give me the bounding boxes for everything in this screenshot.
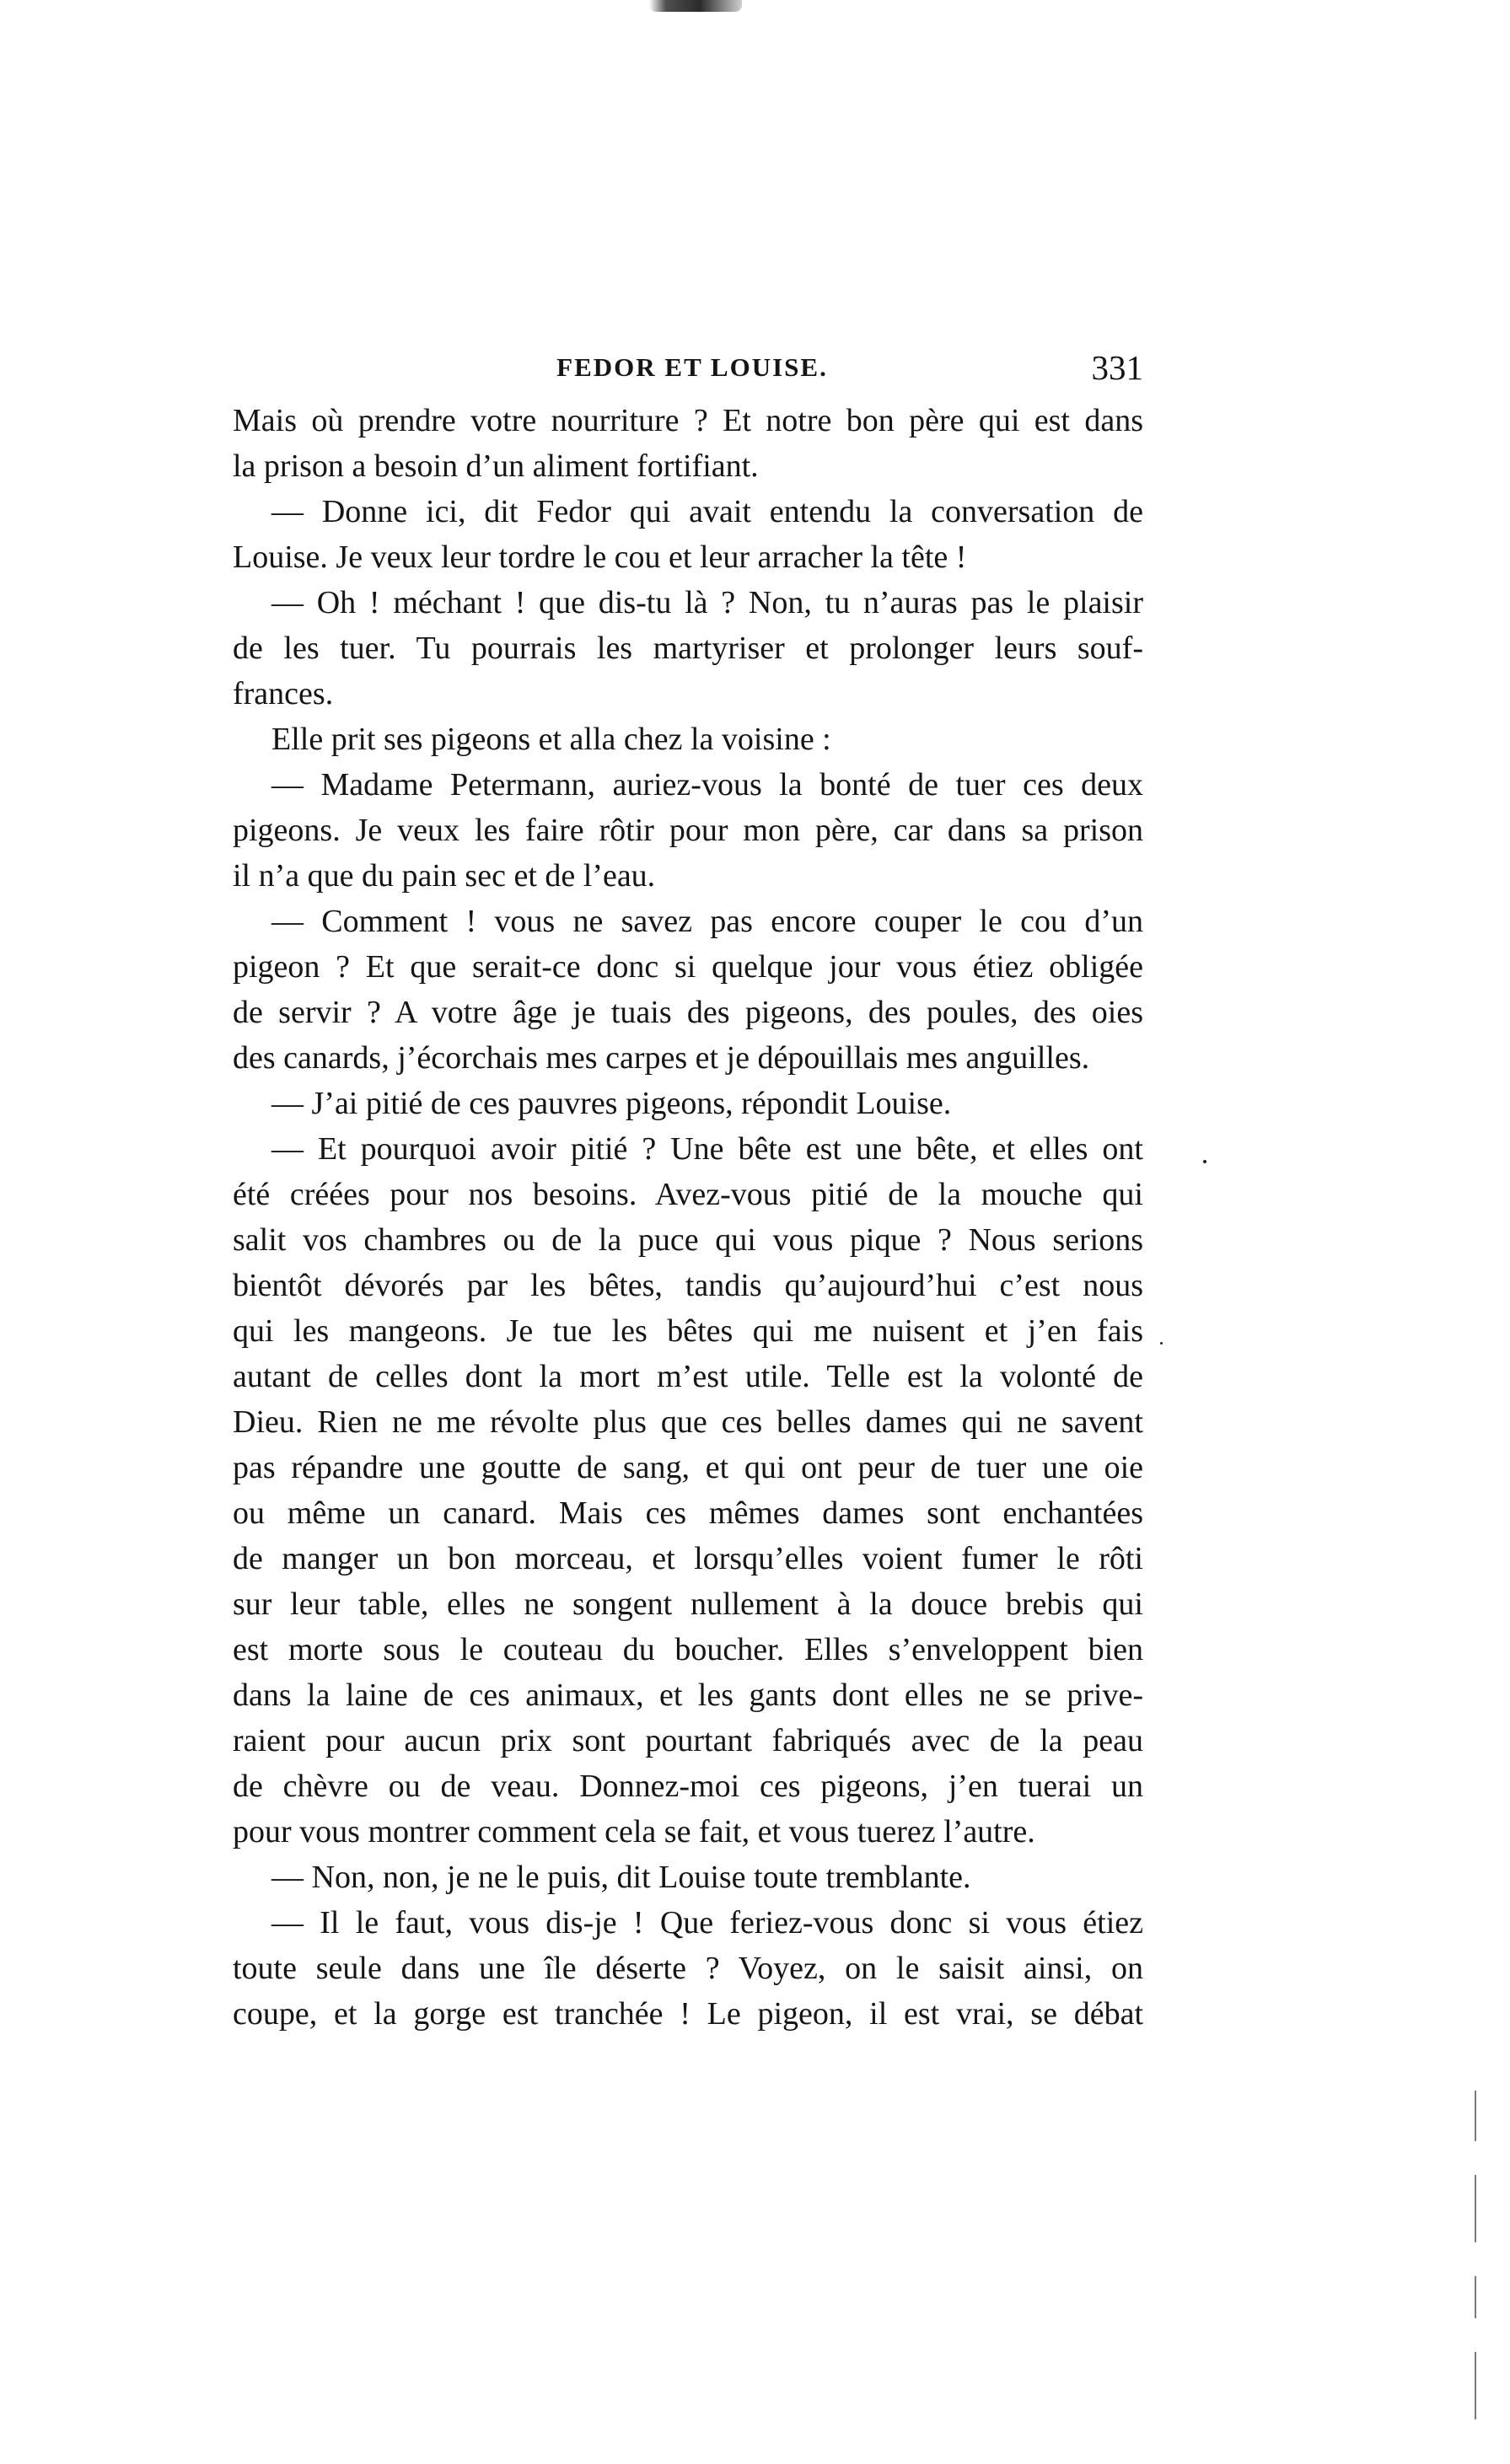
text-line: toute seule dans une île déserte ? Voyez, on le saisit ainsi, on [233,1951,1143,1986]
text-line: frances. [233,676,334,711]
scan-edge-line [1475,2175,1476,2242]
scan-edge-line [1475,2091,1476,2141]
text-line: la prison a besoin d’un aliment fortifiant. [233,448,759,484]
text-line: pigeons. Je veux les faire rôtir pour mon père, car dans sa prison [233,813,1143,848]
text-line: — Oh ! méchant ! que dis-tu là ? Non, tu n’auras pas le plaisir [271,585,1143,620]
text-line: bientôt dévorés par les bêtes, tandis qu’aujourd’hui c’est nous [233,1268,1143,1303]
text-line: il n’a que du pain sec et de l’eau. [233,858,656,894]
page-number: 331 [1091,348,1143,387]
page-header [233,346,1152,389]
text-line: — Il le faut, vous dis-je ! Que feriez-vous donc si vous étiez [271,1905,1143,1941]
text-line: — Donne ici, dit Fedor qui avait entendu la conversation de [271,494,1143,529]
text-line: ou même un canard. Mais ces mêmes dames sont enchantées [233,1495,1143,1531]
scan-artifact [649,0,742,12]
text-line: de manger un bon morceau, et lorsqu’elles voient fumer le rôti [233,1541,1143,1576]
text-line: salit vos chambres ou de la puce qui vous pique ? Nous serions [233,1222,1143,1258]
text-line: Mais où prendre votre nourriture ? Et notre bon père qui est dans [233,403,1143,438]
text-line: de servir ? A votre âge je tuais des pigeons, des poules, des oies [233,995,1143,1030]
running-title: FEDOR ET LOUISE. [556,352,828,382]
text-line: — Madame Petermann, auriez-vous la bonté de tuer ces deux [271,767,1143,803]
text-line: est morte sous le couteau du boucher. Elles s’enveloppent bien [233,1632,1143,1667]
text-line: sur leur table, elles ne songent nullement à la douce brebis qui [233,1586,1143,1622]
text-line: raient pour aucun prix sont pourtant fabriqués avec de la peau [233,1723,1143,1758]
text-line: — Et pourquoi avoir pitié ? Une bête est une bête, et elles ont [271,1131,1143,1167]
scan-edge-line [1475,2352,1476,2419]
ink-speck [1160,1342,1163,1345]
text-line: des canards, j’écorchais mes carpes et je dépouillais mes anguilles. [233,1040,1090,1076]
ink-speck [1203,1160,1206,1163]
text-line: dans la laine de ces animaux, et les gants dont elles ne se prive- [233,1678,1143,1713]
text-line: — J’ai pitié de ces pauvres pigeons, répondit Louise. [271,1086,952,1121]
scan-edge-line [1475,2276,1476,2318]
text-line: autant de celles dont la mort m’est utile. Telle est la volonté de [233,1359,1143,1394]
body-text [233,398,1143,2032]
text-line: pas répandre une goutte de sang, et qui ont peur de tuer une oie [233,1450,1143,1485]
text-line: coupe, et la gorge est tranchée ! Le pigeon, il est vrai, se débat [233,1996,1143,2032]
text-line: Elle prit ses pigeons et alla chez la voisine : [271,722,831,757]
text-line: pour vous montrer comment cela se fait, et vous tuerez l’autre. [233,1814,1035,1849]
text-line: pigeon ? Et que serait-ce donc si quelque jour vous étiez obligée [233,949,1143,985]
text-line: de chèvre ou de veau. Donnez-moi ces pigeons, j’en tuerai un [233,1769,1143,1804]
text-line: qui les mangeons. Je tue les bêtes qui me nuisent et j’en fais [233,1313,1143,1349]
text-line: — Comment ! vous ne savez pas encore couper le cou d’un [271,904,1143,939]
text-line: Dieu. Rien ne me révolte plus que ces belles dames qui ne savent [233,1404,1143,1440]
text-line: Louise. Je veux leur tordre le cou et leur arracher la tête ! [233,540,967,575]
text-line: — Non, non, je ne le puis, dit Louise toute tremblante. [271,1860,971,1895]
text-line: de les tuer. Tu pourrais les martyriser et prolonger leurs souf- [233,631,1143,666]
text-line: été créées pour nos besoins. Avez-vous pitié de la mouche qui [233,1177,1143,1212]
